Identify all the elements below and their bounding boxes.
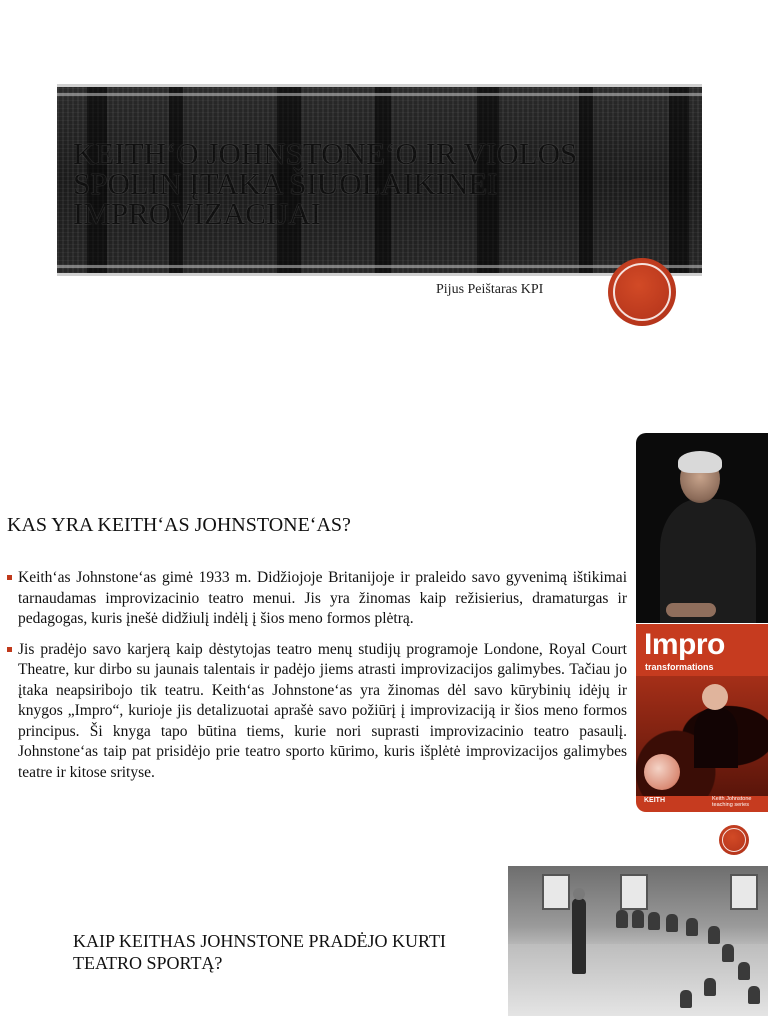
classroom-photo (508, 866, 768, 1016)
decorative-circle (719, 825, 749, 855)
photo-figure (666, 914, 678, 932)
photo-figure (678, 451, 722, 473)
photo-figure (694, 708, 738, 768)
banner-line (57, 265, 702, 268)
photo-figure (648, 912, 660, 930)
photo-figure (666, 603, 716, 617)
photo-window (620, 874, 648, 910)
photo-window (542, 874, 570, 910)
photo-figure (686, 918, 698, 936)
photo-figure (644, 754, 680, 790)
book-publisher-logo: KEITH (644, 797, 665, 804)
title-banner (57, 84, 702, 276)
photo-figure (704, 978, 716, 996)
photo-figure (708, 926, 720, 944)
bullet-list (7, 568, 627, 793)
banner-line (57, 93, 702, 96)
decorative-circle (608, 258, 676, 326)
book-series-label: Keith Johnstone teaching series (712, 796, 752, 808)
bullet-item: Keith‘as Johnstone‘as gimė 1933 m. Didžiojoje Britanijoje ir praleido savo gyvenimą ištikimai tarnaudamas improvizacinio teatro menui. Jis yra žinomas kaip režisierius, dramaturgas ir pedagogas, kuris įnešė didžiulį indėlį į šios meno formos plėtrą. (7, 568, 627, 630)
presentation-title: KEITH‘O JOHNSTONE‘O IR VIOLOS SPOLIN ĮTAKA ŠIUOLAIKINEI IMPROVIZACIJAI (73, 136, 578, 231)
book-subtitle: transformations (645, 662, 714, 672)
photo-figure (616, 910, 628, 928)
photo-figure (572, 898, 586, 974)
photo-figure (738, 962, 750, 980)
book-title: Impro (644, 628, 725, 661)
photo-figure (632, 910, 644, 928)
section-heading: KAS YRA KEITH‘AS JOHNSTONE‘AS? (7, 514, 351, 536)
bullet-item: Jis pradėjo savo karjerą kaip dėstytojas teatro menų studijų programoje Londone, Royal Court Theatre, kur dirbo su jaunais talentais ir padėjo jiems atrasti improvizacijos galimybes. Tačiau jo įtaka neapsiribojo tik teatru. Keith‘as Johnstone‘as yra žinomas dėl savo kūrybinių idėjų ir knygos „Impro“, kurioje jis detalizuotai aprašė savo požiūrį į improvizaciją ir šios meno formos principus. Ši knyga tapo būtina tiems, kurie nori suprasti improvizacinio teatro pasaulį. Johnstone‘as taip pat prisidėjo prie teatro sporto kūrimo, kuris išplėtė improvizacijos galimybes teatre ir kitose srityse. (7, 640, 627, 784)
photo-figure (748, 986, 760, 1004)
book-cover-image (636, 624, 768, 812)
photo-figure (702, 684, 728, 710)
section-heading: KAIP KEITHAS JOHNSTONE PRADĖJO KURTI TEATRO SPORTĄ? (73, 931, 446, 973)
photo-figure (722, 944, 734, 962)
book-cover-scene (636, 676, 768, 796)
photo-figure (680, 990, 692, 1008)
photo-window (730, 874, 758, 910)
portrait-photo (636, 433, 768, 623)
banner-texture (669, 87, 689, 273)
author-name: Pijus Peištaras KPI (436, 282, 544, 297)
